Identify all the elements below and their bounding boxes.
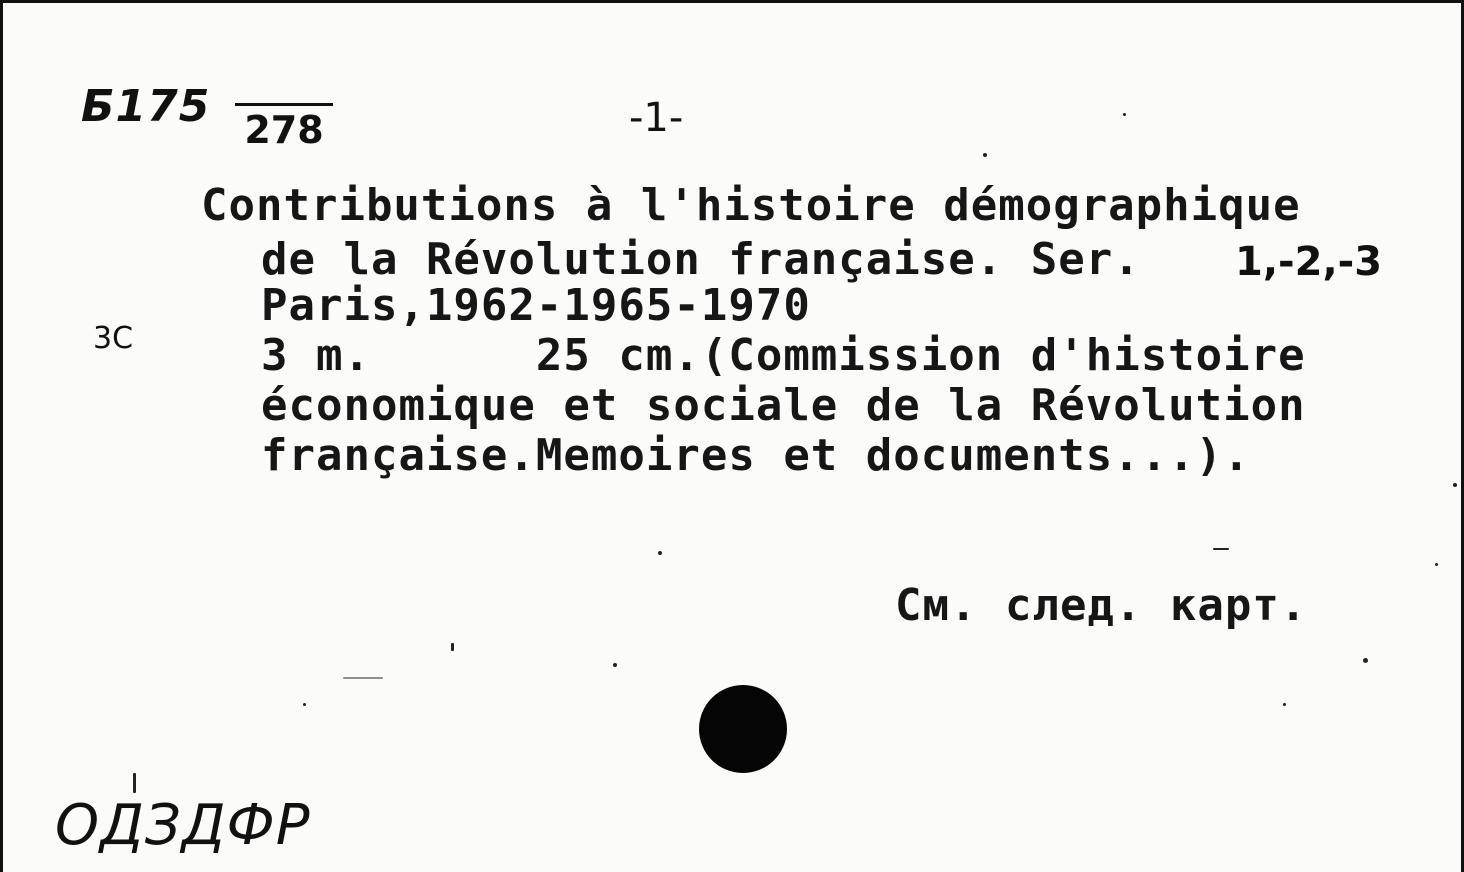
punch-hole	[699, 685, 787, 773]
scan-speck	[658, 551, 662, 555]
see-next-card-note: См. след. карт.	[895, 580, 1308, 631]
bottom-code: ОДЗДФР	[55, 793, 311, 858]
scan-speck	[1363, 658, 1368, 663]
scan-speck	[1283, 703, 1286, 706]
side-code: 3C	[93, 321, 134, 356]
page-mark: -1-	[629, 95, 684, 141]
scan-speck	[983, 153, 987, 157]
series-note-line-1: économique et sociale de la Révolution	[261, 380, 1306, 431]
call-number: Б175	[81, 81, 211, 132]
scan-speck	[1123, 113, 1126, 116]
scan-speck	[343, 677, 383, 679]
series-note-line-2: française.Memoires et documents...).	[261, 430, 1251, 481]
scan-speck	[1453, 483, 1457, 487]
scan-speck	[133, 773, 136, 793]
scan-speck	[303, 703, 306, 706]
scan-speck	[1435, 563, 1438, 566]
call-number-fraction: 278	[235, 103, 333, 150]
title-line-2: de la Révolution française. Ser.	[261, 234, 1141, 285]
title-line-1: Contributions à l'histoire démographique	[201, 180, 1301, 231]
scan-speck	[451, 643, 454, 651]
collation-line: 3 m. 25 cm.(Commission d'histoire	[261, 330, 1306, 381]
scan-speck	[613, 663, 617, 667]
series-handwritten: 1,-2,-3	[1235, 239, 1383, 285]
imprint-line: Paris,1962-1965-1970	[261, 280, 811, 331]
scan-speck	[1213, 548, 1229, 550]
